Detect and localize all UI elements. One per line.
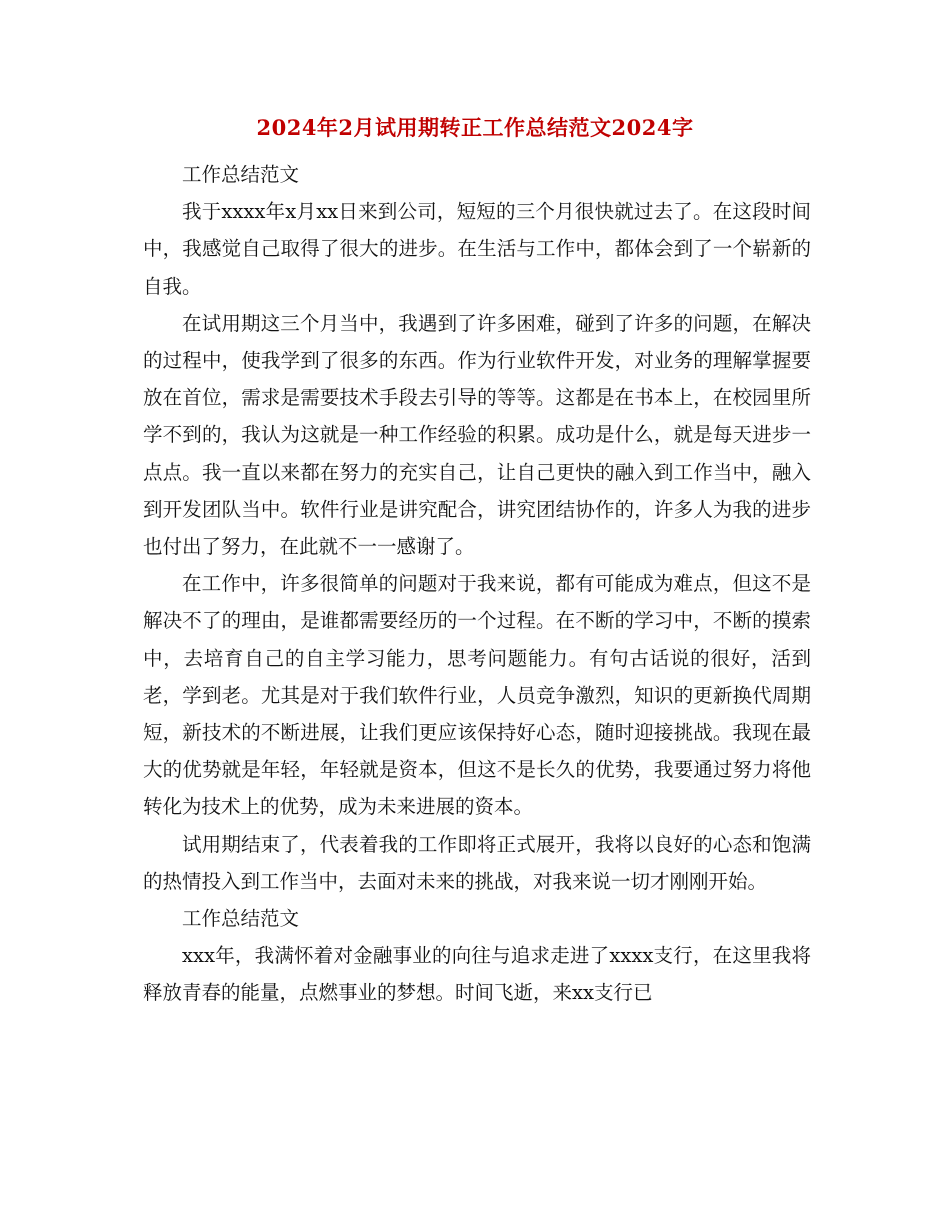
section-heading: 工作总结范文 xyxy=(182,907,300,931)
paragraph: 我于xxxx年x月xx日来到公司，短短的三个月很快就过去了。在这段时间中，我感觉自己取得了很大的进步。在生活与工作中，都体会到了一个崭新的自我。 xyxy=(143,200,811,298)
document-body xyxy=(143,156,811,1012)
document-title: 2024年2月试用期转正工作总结范文2024字 xyxy=(256,115,694,140)
paragraph: xxx年，我满怀着对金融事业的向往与追求走进了xxxx支行，在这里我将释放青春的能量，点燃事业的梦想。时间飞逝，来xx支行已 xyxy=(143,944,811,1005)
paragraph: 在工作中，许多很简单的问题对于我来说，都有可能成为难点，但这不是解决不了的理由，是谁都需要经历的一个过程。在不断的学习中，不断的摸索中，去培育自己的自主学习能力，思考问题能力。有句古话说的很好，活到老，学到老。尤其是对于我们软件行业，人员竞争激烈，知识的更新换代周期短，新技术的不断进展，让我们更应该保持好心态，随时迎接挑战。我现在最大的优势就是年轻，年轻就是资本，但这不是长久的优势，我要通过努力将他转化为技术上的优势，成为未来进展的资本。 xyxy=(143,572,811,819)
paragraph: 试用期结束了，代表着我的工作即将正式展开，我将以良好的心态和饱满的热情投入到工作当中，去面对未来的挑战，对我来说一切才刚刚开始。 xyxy=(143,832,811,893)
paragraph: 在试用期这三个月当中，我遇到了许多困难，碰到了许多的问题，在解决的过程中，使我学到了很多的东西。作为行业软件开发，对业务的理解掌握要放在首位，需求是需要技术手段去引导的等等。这都是在书本上，在校园里所学不到的，我认为这就是一种工作经验的积累。成功是什么，就是每天进步一点点。我一直以来都在努力的充实自己，让自己更快的融入到工作当中，融入到开发团队当中。软件行业是讲究配合，讲究团结协作的，许多人为我的进步也付出了努力，在此就不一一感谢了。 xyxy=(143,311,811,559)
section-heading: 工作总结范文 xyxy=(182,163,300,186)
